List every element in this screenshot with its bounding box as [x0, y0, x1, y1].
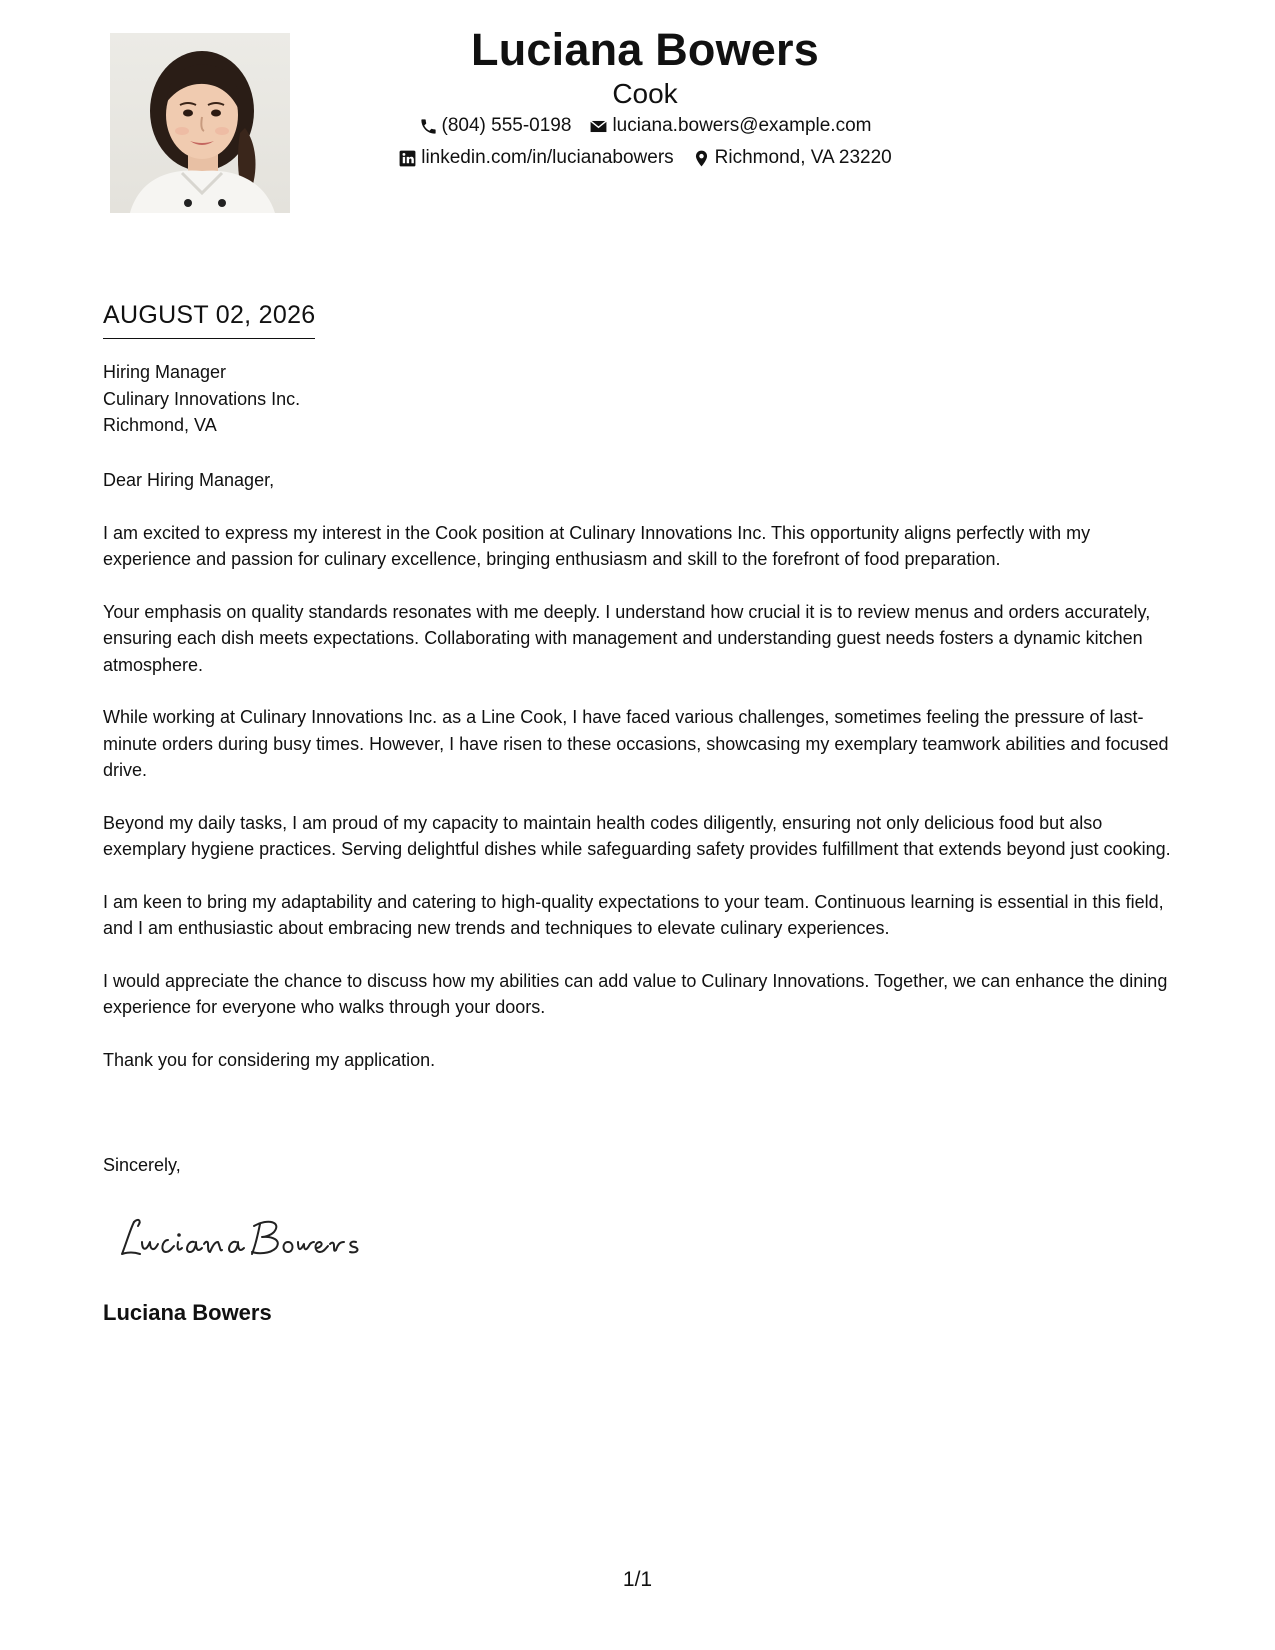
paragraph: Beyond my daily tasks, I am proud of my capacity to maintain health codes diligently, ensuring not only delicious food but also exemplary hygiene practices. Serving delightful dishes while safeguarding safety provides fulfillment that extends beyond just cooking.: [103, 812, 1171, 859]
profile-photo: [110, 33, 290, 213]
page-number: 1/1: [622, 1568, 653, 1591]
linkedin-icon: [398, 149, 417, 168]
letter-date-block: [103, 298, 315, 339]
letter-body: [103, 467, 1183, 1099]
applicant-role: Cook: [612, 78, 678, 109]
paragraph: I would appreciate the chance to discuss how my abilities can add value to Culinary Innovations. Together, we can enhance the dining experience for everyone who walks through your doors.: [103, 970, 1168, 1017]
email-text[interactable]: luciana.bowers@example.com: [612, 115, 872, 136]
email-icon: [589, 117, 608, 136]
closing-paragraph: Thank you for considering my application.: [103, 1049, 436, 1070]
paragraph: Your emphasis on quality standards resonates with me deeply. I understand how crucial it is to review menus and orders accurately, ensuring each dish meets expectations. Collaborating with management and understanding guest needs fosters a dynamic kitchen atmosphere.: [103, 601, 1151, 675]
signoff: Sincerely,: [103, 1155, 181, 1175]
paragraph: I am excited to express my interest in the Cook position at Culinary Innovations Inc. This opportunity aligns perfectly with my experience and passion for culinary excellence, bringing enthusiasm and skill to the forefront of food preparation.: [103, 522, 1091, 569]
applicant-name: Luciana Bowers: [471, 24, 819, 75]
recipient-block: [103, 359, 300, 439]
recipient-location: Richmond, VA: [103, 415, 217, 435]
linkedin-contact[interactable]: [398, 142, 673, 174]
phone-icon: [419, 117, 438, 136]
phone-contact: [419, 110, 572, 142]
location-contact: [692, 142, 892, 174]
recipient-company: Culinary Innovations Inc.: [103, 388, 301, 409]
resume-header: [300, 20, 990, 174]
salutation: Dear Hiring Manager,: [103, 470, 275, 490]
location-pin-icon: [692, 149, 711, 168]
handwritten-signature: [112, 1208, 372, 1268]
phone-text: (804) 555-0198: [441, 115, 572, 136]
location-text: Richmond, VA 23220: [714, 147, 892, 168]
email-contact[interactable]: [589, 110, 871, 142]
paragraph: I am keen to bring my adaptability and catering to high-quality expectations to your team. Continuous learning is essential in this field, and I am enthusiastic about embracing new trends and techniques to elevate culinary experiences.: [103, 891, 1164, 938]
signer-name: Luciana Bowers: [103, 1300, 272, 1325]
contact-row-2: [300, 142, 990, 174]
paragraph: While working at Culinary Innovations Inc. as a Line Cook, I have faced various challenges, sometimes feeling the pressure of last-minute orders during busy times. However, I have risen to these occasions, showcasing my exemplary teamwork abilities and focused drive.: [103, 707, 1169, 780]
letter-date: AUGUST 02, 2026: [103, 298, 315, 339]
recipient-title: Hiring Manager: [103, 362, 227, 382]
linkedin-text[interactable]: linkedin.com/in/lucianabowers: [421, 147, 674, 168]
contact-row-1: [300, 110, 990, 142]
